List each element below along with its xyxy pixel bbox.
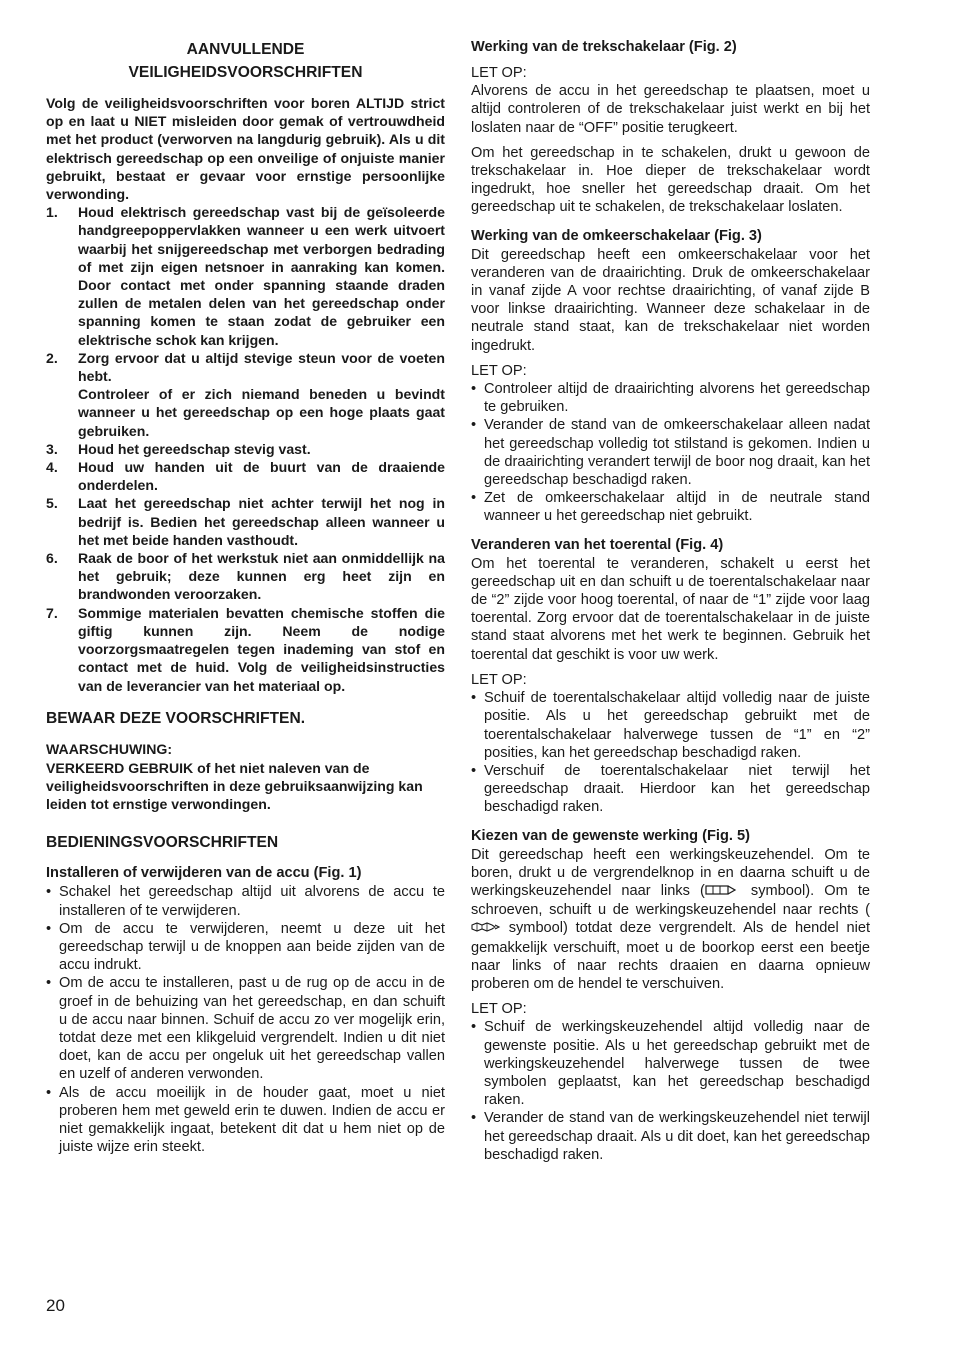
speed-text: Om het toerental te veranderen, schakelt u eerst het gereedschap uit en dan schuift u de toerentalschakelaar naar de “2” zijde voor hoog toerental, of naar de “1” zijde voor laag toerental. Zorg ervoor dat de toerentalschakelaar in de juiste stand staat alvorens met het werk te beginnen. Gebruik het toerental dat geschikt is voor uw werk.: [471, 555, 870, 663]
rule-extra-text: Controleer of er zich niemand beneden u bevindt wanneer u het gereedschap op een hoge plaats gaat gebruiken.: [78, 386, 445, 439]
reverse-item: • Controleer altijd de draairichting alvorens het gereedschap te gebruiken.: [471, 380, 870, 416]
battery-item: • Om de accu te verwijderen, neemt u deze uit het gereedschap terwijl u de knoppen aan beide zijden van de accu indrukt.: [46, 920, 445, 975]
rule-number: 1.: [46, 204, 58, 221]
battery-list: [46, 883, 445, 1156]
safety-rule: [46, 494, 445, 549]
mode-text: [471, 846, 870, 994]
mode-heading: Kiezen van de gewenste werking (Fig. 5): [471, 827, 750, 844]
safety-rules-list: [46, 203, 445, 694]
mode-list: [471, 1018, 870, 1164]
rule-number: 6.: [46, 550, 58, 567]
battery-heading: Installeren of verwijderen van de accu (Fig. 1): [46, 865, 362, 882]
save-instructions-heading: BEWAAR DEZE VOORSCHRIFTEN.: [46, 709, 306, 727]
rule-number: 4.: [46, 459, 58, 476]
battery-item: • Schakel het gereedschap altijd uit alvorens de accu te installeren of te verwijderen.: [46, 883, 445, 919]
rule-text: Sommige materialen bevatten chemische stoffen die giftig kunnen zijn. Neem de nodige voorzorgsmaatregelen tegen inademing van stof en contact met de huid. Volg de veiligheidsinstructies van de leverancier van het materiaal op.: [78, 604, 445, 694]
safety-rule: [46, 549, 445, 604]
rule-text: Houd uw handen uit de buurt van de draaiende onderdelen.: [78, 459, 445, 494]
safety-rule: [46, 203, 445, 349]
rule-text: Zorg ervoor dat u altijd stevige steun voor de voeten hebt.: [78, 349, 445, 385]
battery-item: • Als de accu moeilijk in de houder gaat, moet u niet proberen hem met geweld erin te duwen. Indien de accu er niet gemakkelijk ingaat, betekent dit dat u hem niet op de juiste wijze erin steekt.: [46, 1084, 445, 1157]
safety-rule: [46, 604, 445, 695]
safety-intro: Volg de veiligheidsvoorschriften voor boren ALTIJD strict op en laat u NIET misleiden door gemak of vertrouwdheid met het product (verworven na langdurig gebruik). Als u dit elektrisch gereedschap op een onveilige of onjuiste manier gebruikt, bestaat er gevaar voor ernstige persoonlijke verwonding.: [46, 95, 445, 203]
rule-text: Laat het gereedschap niet achter terwijl het nog in bedrijf is. Bedien het gereedschap alleen wanneer u het met beide handen vasthoudt.: [78, 495, 445, 548]
trigger-caution-label: LET OP:: [471, 65, 527, 81]
page-number: 20: [46, 1296, 65, 1315]
rule-text: Raak de boor of het werkstuk niet aan onmiddellijk na het gebruik; deze kunnen erg heet zijn en brandwonden veroorzaken.: [78, 550, 445, 603]
reverse-text: Dit gereedschap heeft een omkeerschakelaar voor het veranderen van de draairichting. Druk de omkeerschakelaar in vanaf zijde A voor rechtse draairichting, of vanaf zijde B voor linkse draairichting. Wanneer deze schakelaar in de neutrale stand staat, kan de trekschakelaar niet worden ingedrukt.: [471, 246, 870, 354]
mode-text-part3: symbool) totdat deze vergrendelt. Als de hendel niet gemakkelijk verschuift, moet u de boorkop eerst een beetje naar links of naar rechts draaien en daarna opnieuw proberen om de hendel te verschuiven.: [471, 920, 870, 992]
safety-title-line2: VEILIGHEIDSVOORSCHRIFTEN: [128, 64, 363, 81]
speed-list: [471, 689, 870, 816]
safety-rule: [46, 458, 445, 494]
rule-number: 3.: [46, 440, 58, 457]
rule-number: 7.: [46, 604, 58, 621]
mode-text-part1: Dit gereedschap heeft een werkingskeuzehendel. Om te boren, drukt u de vergrendelknop in en daarna schuift u de werkingskeuzehendel naar links (: [471, 846, 870, 899]
rule-number: 2.: [46, 349, 58, 366]
speed-item: • Schuif de toerentalschakelaar altijd volledig naar de juiste positie. Als u het gereedschap gebruikt met de toerentalschakelaar halverwege tussen de “1” en “2” posities, kan het gereedschap beschadigd raken.: [471, 689, 870, 762]
reverse-item: • Verander de stand van de omkeerschakelaar alleen nadat het gereedschap volledig tot stilstand is gekomen. Indien u de draairichting verandert terwijl de boor nog draait, kan het gereedschap beschadigd raken.: [471, 416, 870, 489]
mode-item: • Schuif de werkingskeuzehendel altijd volledig naar de gewenste positie. Als u het gereedschap gebruikt met de werkingskeuzehendel halverwege tussen de twee symbolen geplaatst, kan het gereedschap beschadigd raken.: [471, 1018, 870, 1109]
safety-title-line1: AANVULLENDE: [186, 41, 305, 58]
trigger-heading: Werking van de trekschakelaar (Fig. 2): [471, 39, 737, 55]
safety-rule: [46, 349, 445, 440]
trigger-caution-text: Alvorens de accu in het gereedschap te plaatsen, moet u altijd controleren of de trekschakelaar juist werkt en bij het loslaten naar de “OFF” positie terugkeert.: [471, 83, 870, 136]
mode-item: • Verander de stand van de werkingskeuzehendel niet terwijl het gereedschap draait. Als u dit doet, kan het gereedschap beschadigd raken.: [471, 1109, 870, 1164]
reverse-heading: Werking van de omkeerschakelaar (Fig. 3): [471, 227, 762, 244]
screw-icon: [471, 920, 501, 938]
safety-title: [46, 38, 445, 84]
warning-text: VERKEERD GEBRUIK of het niet naleven van de veiligheidsvoorschriften in deze gebruiksaanwijzing kan leiden tot ernstige verwondingen.: [46, 759, 423, 813]
speed-caution-label: LET OP:: [471, 671, 527, 688]
mode-caution-label: LET OP:: [471, 1001, 527, 1018]
speed-heading: Veranderen van het toerental (Fig. 4): [471, 536, 724, 553]
trigger-text: Om het gereedschap in te schakelen, drukt u gewoon de trekschakelaar in. Hoe dieper de trekschakelaar wordt ingedrukt, hoe sneller het gereedschap draait. Om het gereedschap uit te schakelen, de trekschakelaar loslaten.: [471, 144, 870, 216]
battery-item: • Om de accu te installeren, past u de rug op de accu in de groef in de behuizing van het gereedschap, en dan schuift u de accu naar binnen. Schuif de accu zo ver mogelijk erin, totdat deze met een klikgeluid vergrendelt. Indien u dit niet doet, kan de accu per ongeluk uit het gereedschap vallen en uzelf of anderen verwonden.: [46, 974, 445, 1083]
safety-rule: [46, 440, 445, 458]
mode-text-part2: symbool). Om te schroeven, schuift u de werkingskeuzehendel naar rechts (: [471, 882, 870, 919]
rule-number: 5.: [46, 495, 58, 512]
rule-text: Houd het gereedschap stevig vast.: [78, 440, 311, 457]
rule-text: Houd elektrisch gereedschap vast bij de geïsoleerde handgreepoppervlakken wanneer u een werk uitvoert waarbij het snijgereedschap met verborgen bedrading of met zijn eigen netsnoer in aanraking kan komen. Door contact met onder spanning staande draden zullen de metalen delen van het gereedschap onder spanning komen te staan zodat de gebruiker een elektrische schok kan krijgen.: [78, 204, 445, 348]
speed-item: • Verschuif de toerentalschakelaar niet terwijl het gereedschap draait. Hierdoor kan het gereedschap beschadigd raken.: [471, 762, 870, 817]
operating-heading: BEDIENINGSVOORSCHRIFTEN: [46, 834, 279, 852]
reverse-list: [471, 380, 870, 526]
right-column: [471, 38, 870, 1164]
reverse-item: • Zet de omkeerschakelaar altijd in de neutrale stand wanneer u het gereedschap niet gebruikt.: [471, 489, 870, 525]
drill-bit-icon: [705, 883, 741, 901]
left-column: [46, 38, 445, 1156]
reverse-caution-label: LET OP:: [471, 362, 527, 379]
warning-label: WAARSCHUWING:: [46, 740, 173, 757]
